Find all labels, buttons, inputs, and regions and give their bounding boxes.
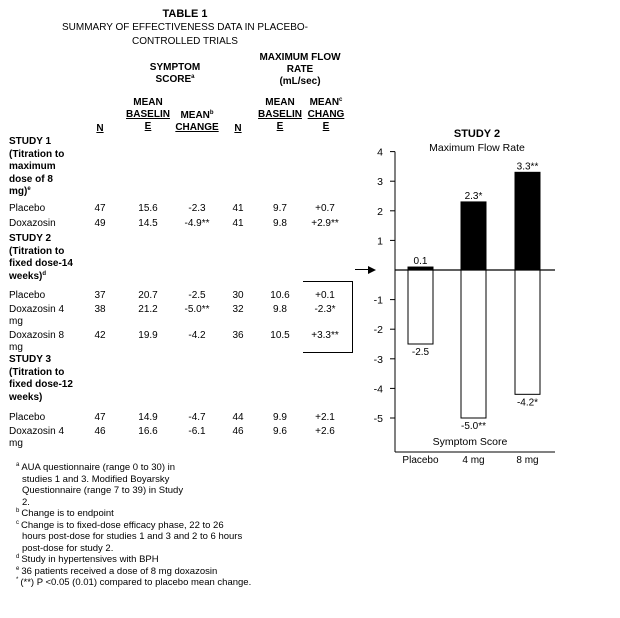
- y-tick-label: 4: [377, 146, 383, 159]
- symptom-score-bar: [461, 270, 486, 418]
- cell-n1: 46: [94, 426, 106, 437]
- cell-b2: 9.9: [273, 412, 287, 423]
- cell-n2: 41: [232, 218, 244, 229]
- cell-c1: -6.1: [188, 426, 206, 437]
- footnote: $^b$ Change is to endpoint: [16, 508, 114, 519]
- chart-title: STUDY 2: [453, 128, 501, 140]
- flow-rate-bar: [461, 202, 486, 270]
- cell-c1: -4.7: [188, 412, 206, 423]
- cell-b1: 16.6: [138, 426, 158, 437]
- flow-rate-label: 2.3*: [464, 190, 483, 202]
- y-tick-label: -1: [373, 294, 383, 307]
- symptom-score-header: SYMPTOM SCORE$^a$: [149, 62, 201, 85]
- table-subtitle-2: CONTROLLED TRIALS: [132, 36, 238, 47]
- x-tick-label: Placebo: [402, 455, 439, 466]
- symptom-score-bar: [515, 270, 540, 394]
- study-heading: STUDY 2 (Titration to fixed dose-14 weeks)$^d$: [9, 233, 73, 282]
- row-label: Doxazosin: [9, 218, 56, 229]
- cell-b1: 19.9: [138, 330, 158, 341]
- cell-c2: +0.7: [315, 203, 335, 214]
- cell-n1: 49: [94, 218, 106, 229]
- col-n-2: N: [234, 123, 242, 134]
- flow-rate-bar: [515, 172, 540, 270]
- cell-n1: 47: [94, 412, 106, 423]
- symptom-score-label: -5.0**: [460, 421, 487, 432]
- y-tick-label: -5: [373, 413, 383, 425]
- col-baseline-1: MEAN BASELIN E: [126, 97, 170, 132]
- y-tick-label: -4: [373, 383, 383, 396]
- y-tick-label: 2: [377, 205, 383, 218]
- col-n-1: N: [96, 123, 104, 134]
- cell-b1: 14.5: [138, 218, 158, 229]
- table-subtitle-1: SUMMARY OF EFFECTIVENESS DATA IN PLACEBO-: [62, 22, 308, 33]
- highlight-bracket: [303, 281, 353, 353]
- symptom-score-bar: [408, 270, 433, 344]
- y-tick-label: -3: [373, 353, 383, 366]
- study2-chart: [350, 120, 570, 470]
- cell-n1: 37: [94, 290, 106, 301]
- footnote: $^d$ Study in hypertensives with BPH: [16, 554, 159, 565]
- symptom-score-label: -2.5: [411, 347, 430, 358]
- symptom-score-label: -4.2*: [516, 397, 539, 409]
- y-tick-label: -2: [373, 324, 383, 337]
- study-heading: STUDY 1 (Titration to maximum dose of 8 mg)$^e$: [9, 136, 65, 197]
- cell-n2: 46: [232, 426, 244, 437]
- cell-n2: 41: [232, 203, 244, 214]
- cell-c2: +2.9**: [311, 218, 339, 229]
- x-tick-label: 8 mg: [516, 455, 539, 466]
- bottom-label: Symptom Score: [432, 436, 508, 448]
- row-label: Doxazosin 4 mg: [9, 304, 65, 327]
- cell-b2: 9.7: [273, 203, 287, 214]
- table-title: TABLE 1: [162, 8, 208, 20]
- footnote: $^c$ Change is to fixed-dose efficacy phase, 22 to 26 hours post-dose for studies 1 and 3 and 2 to 6 hours post-dose for study 2.: [16, 519, 243, 554]
- cell-n1: 42: [94, 330, 106, 341]
- cell-n2: 30: [232, 290, 244, 301]
- cell-c1: -4.2: [188, 330, 206, 341]
- y-tick-label: 1: [377, 235, 383, 248]
- cell-c2: +3.3**: [311, 330, 339, 341]
- flow-rate-label: 0.1: [413, 256, 428, 268]
- y-tick-label: 3: [377, 176, 383, 189]
- flow-rate-header: MAXIMUM FLOW RATE (mL/sec): [259, 52, 341, 87]
- footnote: * (**) P <0.05 (0.01) compared to placebo mean change.: [16, 577, 252, 588]
- row-label: Doxazosin 8 mg: [9, 330, 65, 353]
- cell-c2: +2.6: [315, 426, 335, 437]
- cell-b1: 21.2: [138, 304, 158, 315]
- cell-n2: 32: [232, 304, 244, 315]
- cell-b2: 9.8: [273, 304, 287, 315]
- row-label: Placebo: [9, 412, 46, 423]
- cell-n2: 44: [232, 412, 244, 423]
- footnote: $^e$ 36 patients received a dose of 8 mg doxazosin: [16, 565, 218, 577]
- cell-n1: 38: [94, 304, 106, 315]
- cell-b1: 15.6: [138, 203, 158, 214]
- row-label: Placebo: [9, 290, 46, 301]
- cell-c2: -2.3*: [314, 304, 336, 315]
- cell-c2: +0.1: [315, 290, 335, 301]
- x-tick-label: 4 mg: [462, 455, 485, 466]
- cell-b2: 10.6: [270, 290, 290, 301]
- cell-c1: -2.3: [188, 203, 206, 214]
- study-heading: STUDY 3 (Titration to fixed dose-12 weeks): [9, 354, 73, 403]
- cell-b1: 14.9: [138, 412, 158, 423]
- cell-c1: -2.5: [188, 290, 206, 301]
- col-change-2: MEAN$^c$ CHANG E: [307, 97, 345, 132]
- cell-b2: 9.6: [273, 426, 287, 437]
- cell-n1: 47: [94, 203, 106, 214]
- col-change-1: MEAN$^b$ CHANGE: [175, 110, 219, 133]
- row-label: Placebo: [9, 203, 46, 214]
- cell-b2: 10.5: [270, 330, 290, 341]
- cell-b2: 9.8: [273, 218, 287, 229]
- cell-c1: -5.0**: [184, 304, 210, 315]
- footnote: $^a$ AUA questionnaire (range 0 to 30) in studies 1 and 3. Modified Boyarsky Questionnaire (range 7 to 39) in Study 2.: [16, 462, 184, 508]
- cell-n2: 36: [232, 330, 244, 341]
- cell-c1: -4.9**: [184, 218, 210, 229]
- flow-rate-label: 3.3**: [516, 161, 539, 173]
- chart-subtitle: Maximum Flow Rate: [429, 142, 525, 154]
- col-baseline-2: MEAN BASELIN E: [258, 97, 302, 132]
- cell-b1: 20.7: [138, 290, 158, 301]
- row-label: Doxazosin 4 mg: [9, 426, 65, 449]
- cell-c2: +2.1: [315, 412, 335, 423]
